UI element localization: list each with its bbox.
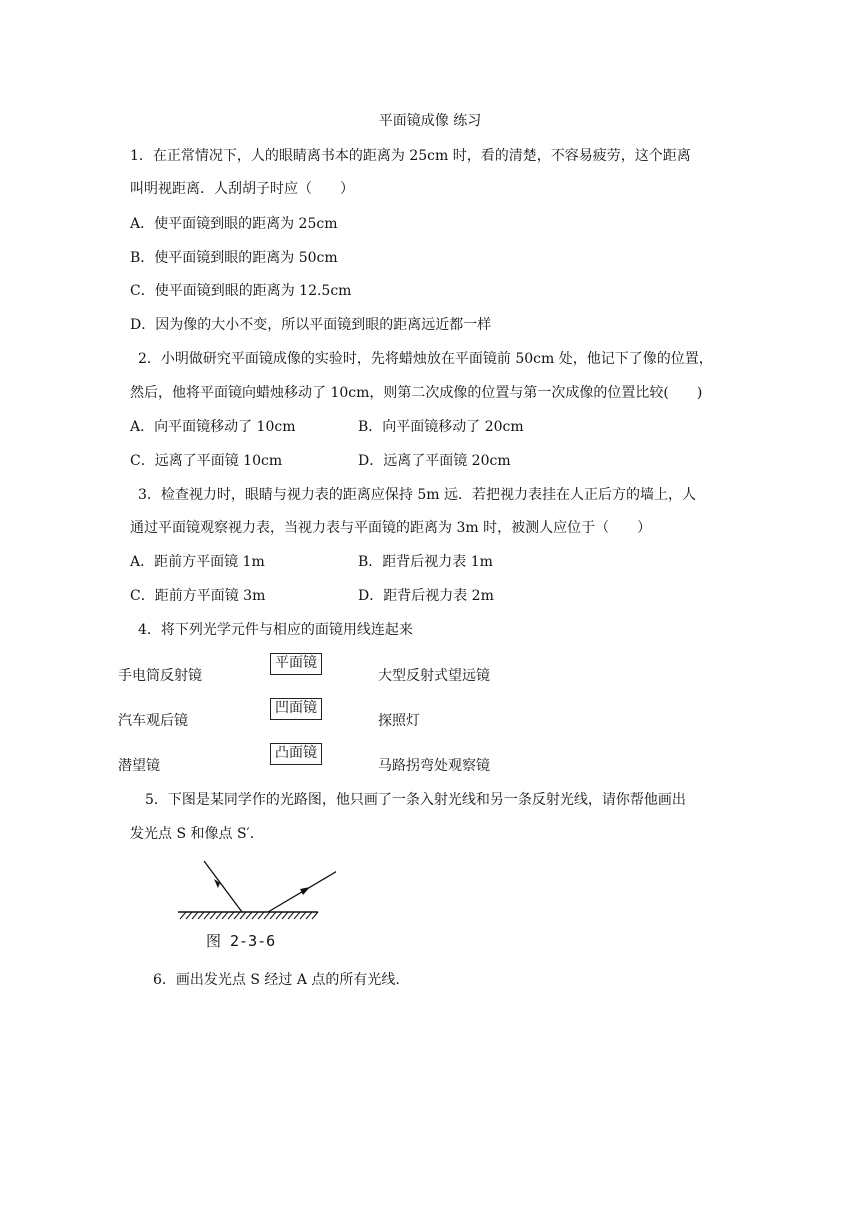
figure-caption: 图 2-3-6 [206, 932, 276, 950]
q4-middle-box-1: 平面镜 [270, 653, 322, 675]
q4-middle-box-2: 凹面镜 [270, 698, 322, 720]
q1-stem-line2: 叫明视距离．人刮胡子时应（ ） [130, 181, 354, 197]
q3-option-a: A．距前方平面镜 1m [130, 554, 265, 570]
reflected-arrow-icon [300, 887, 310, 895]
q3-stem-line2: 通过平面镜观察视力表，当视力表与平面镜的距离为 3m 时，被测人应位于（ ） [130, 520, 652, 536]
q4-right-item-3: 马路拐弯处观察镜 [378, 758, 490, 774]
q1-option-b: B．使平面镜到眼的距离为 50cm [130, 250, 338, 266]
q2-option-c: C．远离了平面镜 10cm [130, 453, 283, 469]
q4-right-item-1: 大型反射式望远镜 [378, 668, 490, 684]
light-path-diagram [176, 857, 336, 937]
q3-option-d: D．距背后视力表 2m [358, 588, 494, 604]
q2-stem-line1: 2．小明做研究平面镜成像的实验时，先将蜡烛放在平面镜前 50cm 处，他记下了像的位置， [138, 351, 713, 367]
q2-option-d: D．远离了平面镜 20cm [358, 453, 511, 469]
q3-option-c: C．距前方平面镜 3m [130, 588, 266, 604]
q3-option-b: B．距背后视力表 1m [358, 554, 493, 570]
q5-stem-line2: 发光点 S 和像点 S′． [130, 826, 264, 842]
q4-left-item-2: 汽车观后镜 [118, 713, 188, 729]
q5-stem-line1: 5．下图是某同学作的光路图，他只画了一条入射光线和另一条反射光线，请你帮他画出 [145, 792, 686, 808]
q4-left-item-3: 潜望镜 [118, 758, 160, 774]
q1-option-d: D．因为像的大小不变，所以平面镜到眼的距离远近都一样 [130, 317, 492, 333]
q4-middle-box-3: 凸面镜 [270, 743, 322, 765]
q2-stem-line2: 然后，他将平面镜向蜡烛移动了 10cm，则第二次成像的位置与第一次成像的位置比较( ) [130, 385, 703, 401]
page-title: 平面镜成像 练习 [378, 113, 482, 129]
q4-stem: 4．将下列光学元件与相应的面镜用线连起来 [138, 622, 413, 638]
q1-option-c: C．使平面镜到眼的距离为 12.5cm [130, 283, 352, 299]
q2-option-b: B．向平面镜移动了 20cm [358, 419, 524, 435]
q3-stem-line1: 3．检查视力时，眼睛与视力表的距离应保持 5m 远．若把视力表挂在人正后方的墙上，人 [138, 487, 696, 503]
q2-option-a: A．向平面镜移动了 10cm [130, 419, 296, 435]
q1-stem-line1: 1．在正常情况下，人的眼睛离书本的距离为 25cm 时，看的清楚，不容易疲劳，这个距离 [130, 148, 691, 164]
incident-ray [204, 861, 242, 912]
q4-left-item-1: 手电筒反射镜 [118, 668, 202, 684]
q4-right-item-2: 探照灯 [378, 713, 420, 729]
q1-option-a: A．使平面镜到眼的距离为 25cm [130, 216, 338, 232]
mirror-hatching [180, 912, 318, 919]
q6-stem: 6．画出发光点 S 经过 A 点的所有光线. [153, 972, 400, 988]
